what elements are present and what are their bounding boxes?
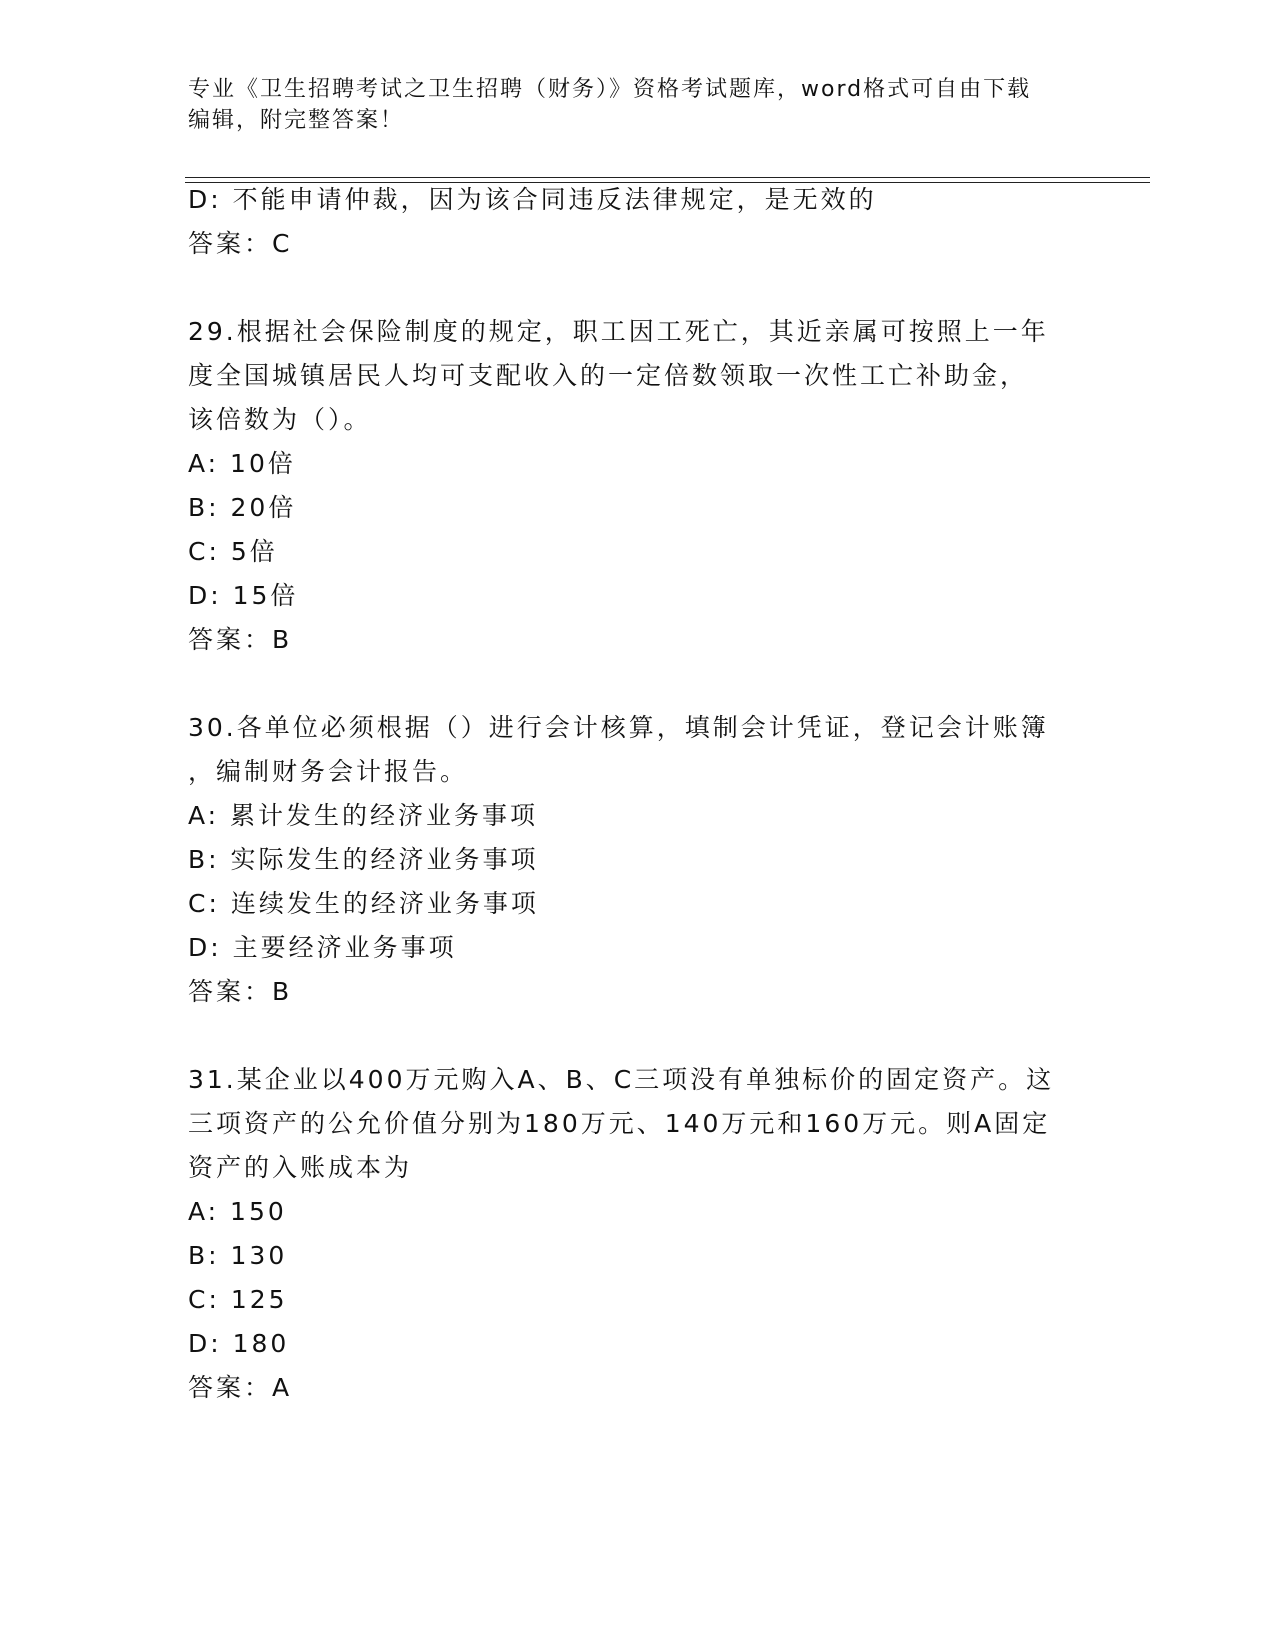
q31-answer: 答案：A xyxy=(188,1373,293,1402)
q31-option-b: B: 130 xyxy=(188,1241,288,1270)
q31-option-d: D: 180 xyxy=(188,1329,290,1358)
q29-stem-line-2: 度全国城镇居民人均可支配收入的一定倍数领取一次性工亡补助金， xyxy=(188,361,1029,390)
q29-stem-line-1: 29.根据社会保险制度的规定，职工因工死亡，其近亲属可按照上一年 xyxy=(188,317,1049,346)
q30-option-a: A: 累计发生的经济业务事项 xyxy=(188,801,539,830)
q29-stem-line-3: 该倍数为（）。 xyxy=(188,405,372,434)
q30-option-b: B: 实际发生的经济业务事项 xyxy=(188,845,539,874)
q31-stem-line-1: 31.某企业以400万元购入A、B、C三项没有单独标价的固定资产。这 xyxy=(188,1065,1055,1094)
q31-option-a: A: 150 xyxy=(188,1197,287,1226)
q28-option-d: D: 不能申请仲裁，因为该合同违反法律规定，是无效的 xyxy=(188,185,877,214)
q30-stem-line-1: 30.各单位必须根据（）进行会计核算，填制会计凭证，登记会计账簿 xyxy=(188,713,1049,742)
q29-answer: 答案：B xyxy=(188,625,293,654)
q31-stem-line-3: 资产的入账成本为 xyxy=(188,1153,413,1182)
q29-option-b: B: 20倍 xyxy=(188,493,297,522)
header-divider-top xyxy=(185,177,1150,178)
header-divider-bottom xyxy=(185,182,1150,183)
q28-answer: 答案：C xyxy=(188,229,293,258)
document-header xyxy=(188,74,1088,136)
q29-option-a: A: 10倍 xyxy=(188,449,296,478)
q30-option-d: D: 主要经济业务事项 xyxy=(188,933,457,962)
q31-stem-line-2: 三项资产的公允价值分别为180万元、140万元和160万元。则A固定 xyxy=(188,1109,1051,1138)
q29-option-c: C: 5倍 xyxy=(188,537,278,566)
q29-option-d: D: 15倍 xyxy=(188,581,299,610)
q30-stem-line-2: ，编制财务会计报告。 xyxy=(188,757,469,786)
header-line-2: 编辑，附完整答案！ xyxy=(188,108,405,133)
q30-option-c: C: 连续发生的经济业务事项 xyxy=(188,889,539,918)
q31-option-c: C: 125 xyxy=(188,1285,288,1314)
q30-answer: 答案：B xyxy=(188,977,293,1006)
header-line-1: 专业《卫生招聘考试之卫生招聘（财务）》资格考试题库，word格式可自由下载 xyxy=(188,77,1032,102)
